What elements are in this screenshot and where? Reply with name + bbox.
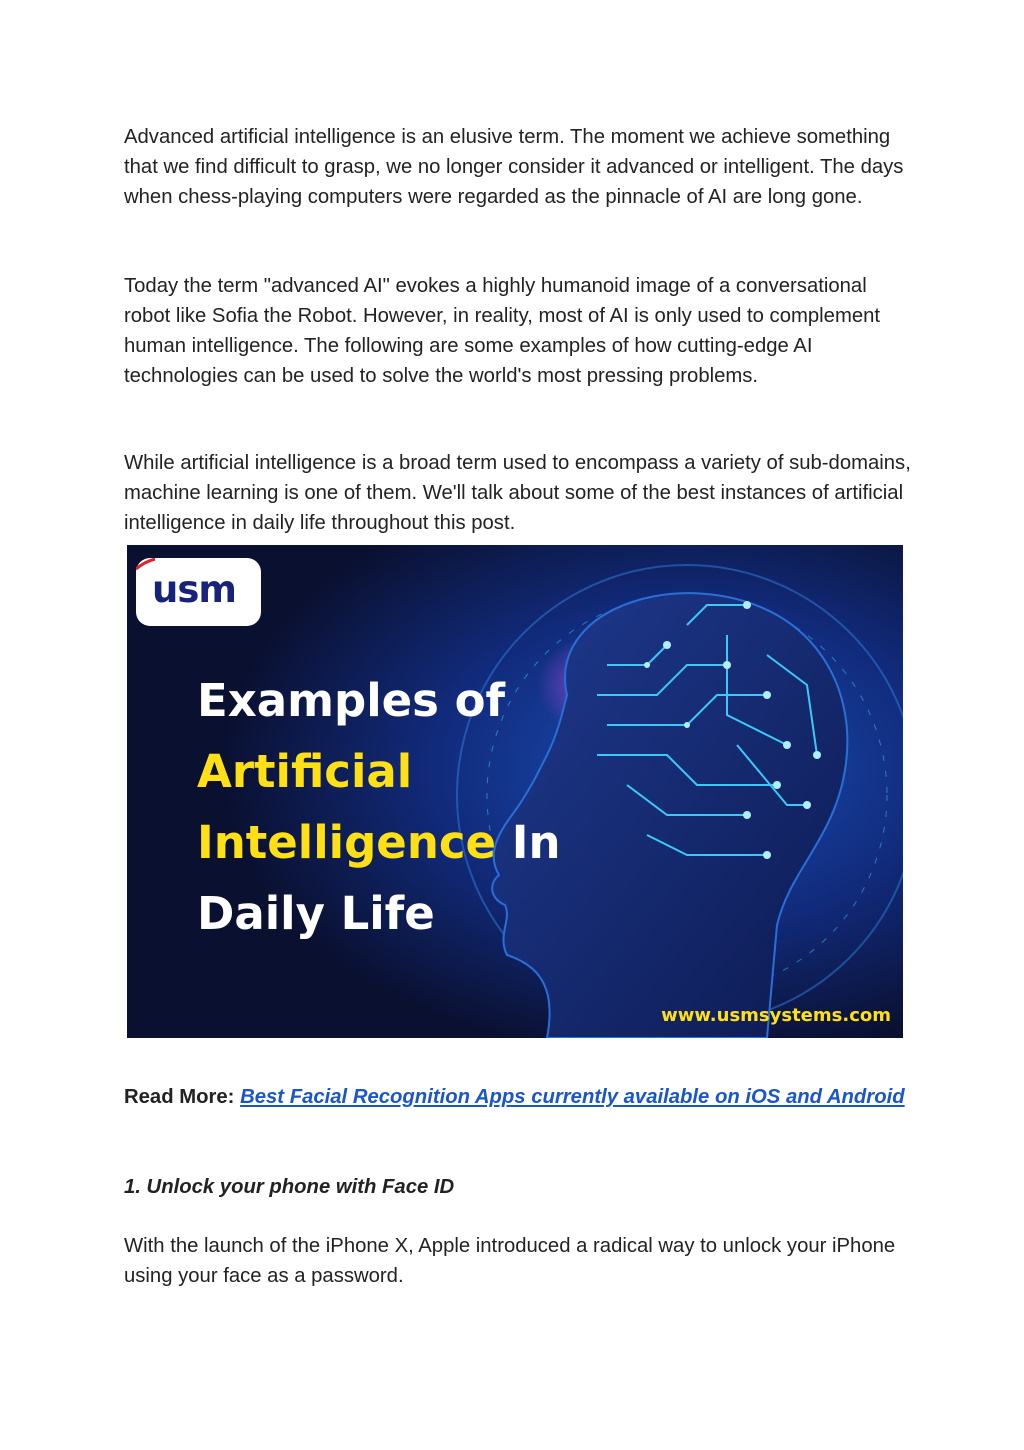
banner-website: www.usmsystems.com — [661, 1005, 891, 1026]
section-heading: 1. Unlock your phone with Face ID — [124, 1176, 455, 1198]
headline-line-4: Daily Life — [197, 887, 435, 940]
headline-line-1: Examples of — [197, 674, 506, 727]
read-more — [124, 1082, 914, 1112]
headline-line-3-rest: In — [496, 816, 561, 869]
article-banner-image — [127, 545, 903, 1038]
read-more-link[interactable]: Best Facial Recognition Apps currently available on iOS and Android — [240, 1086, 905, 1108]
usm-logo-text: usm — [152, 568, 236, 611]
headline-line-3 — [197, 807, 561, 878]
logo-swoosh-icon — [136, 558, 156, 570]
banner-headline — [197, 665, 561, 949]
paragraph-advanced-ai: Today the term "advanced AI" evokes a highly humanoid image of a conversational robot like Sofia the Robot. However, in reality, most of AI is only used to complement human intelligence. The following are some examples of how cutting-edge AI technologies can be used to solve the world's most pressing problems. — [124, 275, 881, 387]
read-more-label: Read More: — [124, 1086, 235, 1108]
section-body: With the launch of the iPhone X, Apple introduced a radical way to unlock your iPhone using your face as a password. — [124, 1235, 896, 1287]
usm-logo — [136, 558, 261, 626]
paragraph-intro: Advanced artificial intelligence is an elusive term. The moment we achieve something that we find difficult to grasp, we no longer consider it advanced or intelligent. The days when chess-playing computers were regarded as the pinnacle of AI are long gone. — [124, 126, 904, 208]
headline-line-2: Artificial — [197, 745, 413, 798]
headline-line-3-highlight: Intelligence — [197, 816, 497, 869]
paragraph-machine-learning: While artificial intelligence is a broad term used to encompass a variety of sub-domains, machine learning is one of them. We'll talk about some of the best instances of artificial intelligence in daily life throughout this post. — [124, 452, 911, 534]
